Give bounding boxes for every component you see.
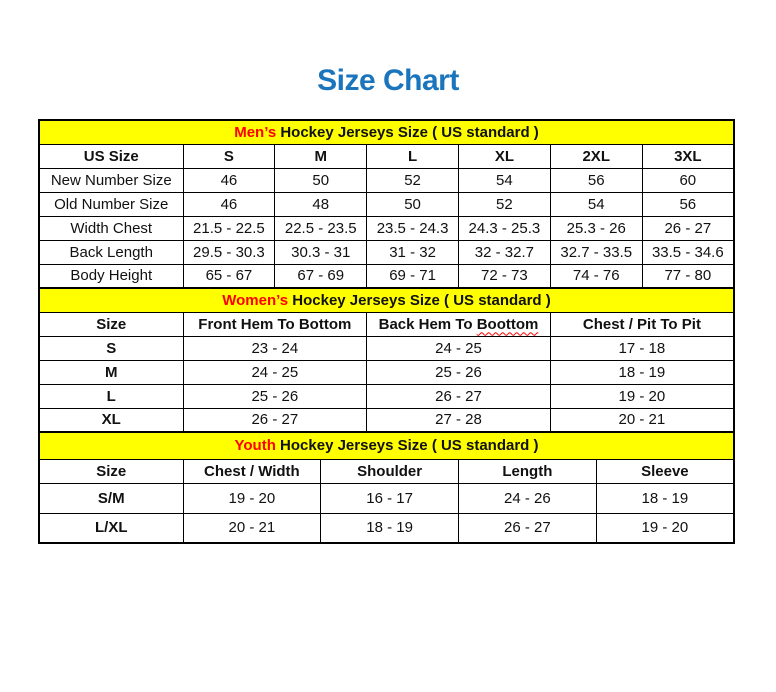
row-label: Old Number Size <box>39 192 183 216</box>
table-row <box>39 168 734 192</box>
size-cell: 25 - 26 <box>367 360 551 384</box>
size-cell: 19 - 20 <box>596 513 734 543</box>
size-cell: 20 - 21 <box>183 513 321 543</box>
size-cell: 46 <box>183 192 275 216</box>
size-cell: 29.5 - 30.3 <box>183 240 275 264</box>
size-cell: 26 - 27 <box>459 513 597 543</box>
column-header: M <box>275 144 367 168</box>
youth-band-highlight: Youth <box>234 437 276 455</box>
size-cell: 74 - 76 <box>550 264 642 288</box>
size-cell: 54 <box>550 192 642 216</box>
mens-band-row <box>39 120 734 144</box>
youth-band-rest: Hockey Jerseys Size ( US standard ) <box>275 437 539 455</box>
column-header-text: Back Hem To <box>378 315 477 333</box>
youth-size-table <box>38 431 735 544</box>
size-cell: 54 <box>458 168 550 192</box>
size-cell: 77 - 80 <box>642 264 734 288</box>
size-cell: 19 - 20 <box>183 483 321 513</box>
row-label: M <box>39 360 183 384</box>
row-label: Back Length <box>39 240 183 264</box>
size-cell: 26 - 27 <box>642 216 734 240</box>
row-label: Width Chest <box>39 216 183 240</box>
column-header: Chest / Width <box>183 459 321 483</box>
size-cell: 23 - 24 <box>183 336 367 360</box>
size-cell: 25.3 - 26 <box>550 216 642 240</box>
row-label: L/XL <box>39 513 183 543</box>
size-cell: 20 - 21 <box>550 408 734 432</box>
column-header: XL <box>458 144 550 168</box>
size-cell: 18 - 19 <box>321 513 459 543</box>
womens-header-row <box>39 312 734 336</box>
column-header: Front Hem To Bottom <box>183 312 367 336</box>
womens-band-rest: Hockey Jerseys Size ( US standard ) <box>288 291 551 309</box>
column-header: 2XL <box>550 144 642 168</box>
mens-band-title <box>39 120 734 144</box>
mens-header-row <box>39 144 734 168</box>
youth-band-row <box>39 432 734 459</box>
size-cell: 16 - 17 <box>321 483 459 513</box>
youth-band-title <box>39 432 734 459</box>
table-row <box>39 240 734 264</box>
column-header: Chest / Pit To Pit <box>550 312 734 336</box>
womens-band-highlight: Women’s <box>222 291 289 309</box>
column-header: L <box>367 144 459 168</box>
size-cell: 23.5 - 24.3 <box>367 216 459 240</box>
size-cell: 22.5 - 23.5 <box>275 216 367 240</box>
size-cell: 24 - 26 <box>459 483 597 513</box>
size-cell: 25 - 26 <box>183 384 367 408</box>
size-cell: 18 - 19 <box>550 360 734 384</box>
size-cell: 26 - 27 <box>183 408 367 432</box>
column-header: 3XL <box>642 144 734 168</box>
size-cell: 69 - 71 <box>367 264 459 288</box>
youth-header-row <box>39 459 734 483</box>
table-row <box>39 336 734 360</box>
column-header <box>367 312 551 336</box>
row-label: XL <box>39 408 183 432</box>
column-header: Shoulder <box>321 459 459 483</box>
row-label: Body Height <box>39 264 183 288</box>
size-cell: 27 - 28 <box>367 408 551 432</box>
size-tables <box>38 119 735 544</box>
misspelled-word: Boottom <box>476 315 539 333</box>
table-row <box>39 216 734 240</box>
row-label: L <box>39 384 183 408</box>
size-cell: 67 - 69 <box>275 264 367 288</box>
row-label: S/M <box>39 483 183 513</box>
size-cell: 24 - 25 <box>367 336 551 360</box>
size-cell: 56 <box>550 168 642 192</box>
mens-band-rest: Hockey Jerseys Size ( US standard ) <box>276 123 539 141</box>
table-row <box>39 513 734 543</box>
womens-band-title <box>39 288 734 312</box>
mens-band-highlight: Men’s <box>234 123 277 141</box>
column-header: Sleeve <box>596 459 734 483</box>
size-cell: 46 <box>183 168 275 192</box>
size-cell: 26 - 27 <box>367 384 551 408</box>
womens-band-row <box>39 288 734 312</box>
size-cell: 31 - 32 <box>367 240 459 264</box>
row-label: New Number Size <box>39 168 183 192</box>
table-row <box>39 483 734 513</box>
column-header: Size <box>39 312 183 336</box>
column-header: S <box>183 144 275 168</box>
size-cell: 17 - 18 <box>550 336 734 360</box>
size-cell: 52 <box>367 168 459 192</box>
size-cell: 56 <box>642 192 734 216</box>
size-cell: 19 - 20 <box>550 384 734 408</box>
size-cell: 52 <box>458 192 550 216</box>
size-cell: 33.5 - 34.6 <box>642 240 734 264</box>
size-cell: 24 - 25 <box>183 360 367 384</box>
table-row <box>39 384 734 408</box>
column-header: Length <box>459 459 597 483</box>
table-row <box>39 264 734 288</box>
size-cell: 60 <box>642 168 734 192</box>
table-row <box>39 192 734 216</box>
size-cell: 32 - 32.7 <box>458 240 550 264</box>
size-cell: 50 <box>367 192 459 216</box>
size-cell: 30.3 - 31 <box>275 240 367 264</box>
table-row <box>39 408 734 432</box>
size-cell: 24.3 - 25.3 <box>458 216 550 240</box>
column-header: US Size <box>39 144 183 168</box>
column-header: Size <box>39 459 183 483</box>
size-cell: 21.5 - 22.5 <box>183 216 275 240</box>
size-cell: 65 - 67 <box>183 264 275 288</box>
size-cell: 18 - 19 <box>596 483 734 513</box>
table-row <box>39 360 734 384</box>
page-title: Size Chart <box>317 64 459 97</box>
size-cell: 50 <box>275 168 367 192</box>
size-cell: 72 - 73 <box>458 264 550 288</box>
mens-size-table <box>38 119 735 289</box>
size-cell: 32.7 - 33.5 <box>550 240 642 264</box>
size-cell: 48 <box>275 192 367 216</box>
womens-size-table <box>38 287 735 433</box>
row-label: S <box>39 336 183 360</box>
